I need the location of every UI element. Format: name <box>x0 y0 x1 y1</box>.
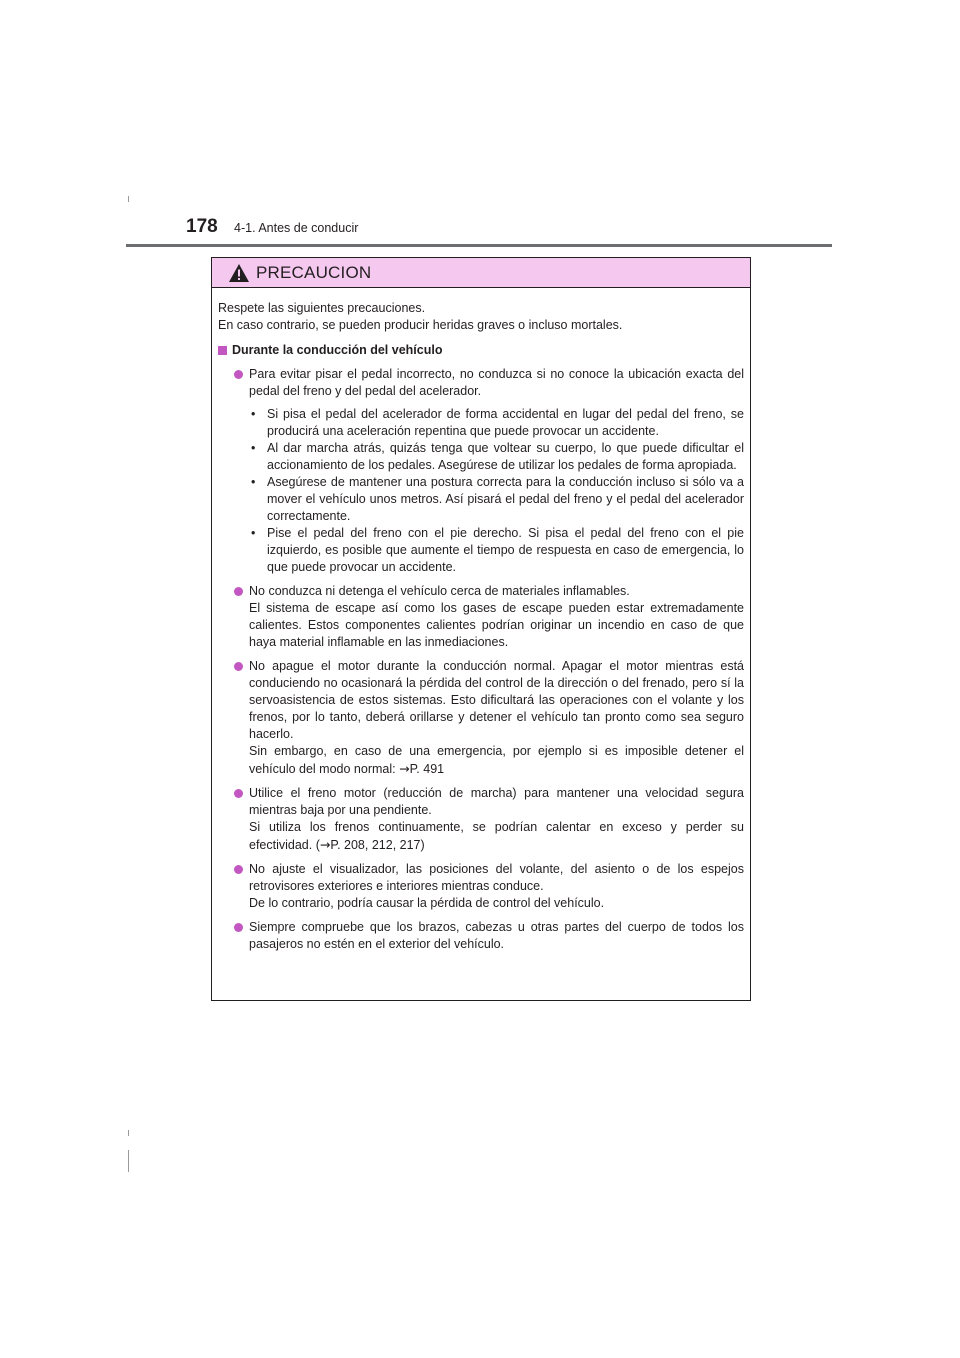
arrow-right-icon: → <box>319 837 331 852</box>
crop-mark <box>128 1130 129 1136</box>
list-item <box>218 583 744 651</box>
dot-marker: • <box>251 475 256 489</box>
subheading <box>218 342 744 359</box>
item-text: Siempre compruebe que los brazos, cabezas u otras partes del cuerpo de todos los pasajeros no estén en el exterior del vehículo. <box>249 920 744 951</box>
crop-mark <box>128 196 129 202</box>
dot-marker: • <box>251 441 256 455</box>
list-item <box>218 366 744 576</box>
item-text: No ajuste el visualizador, las posiciones del volante, del asiento o de los espejos retrovisores exteriores e interiores mientras conduce. <box>249 862 744 893</box>
page-reference[interactable]: P. 491 <box>409 762 445 776</box>
item-text: No conduzca ni detenga el vehículo cerca de materiales inflamables. <box>249 584 630 598</box>
sub-list-item: • Al dar marcha atrás, quizás tenga que voltear su cuerpo, lo que puede dificultar el accionamiento de los pedales. Asegúrese de utilizar los pedales de forma apropiada. <box>251 441 744 472</box>
caution-body <box>212 288 750 953</box>
dot-marker: • <box>251 407 256 421</box>
sub-list <box>249 406 744 576</box>
page-reference[interactable]: P. 208, 212, 217) <box>330 838 425 852</box>
section-title: 4-1. Antes de conducir <box>234 221 359 235</box>
sub-list-item: • Si pisa el pedal del acelerador de forma accidental en lugar del pedal del freno, se producirá una aceleración repentina que puede provocar un accidente. <box>251 407 744 438</box>
circle-bullet-icon <box>234 587 243 596</box>
caution-title: PRECAUCION <box>256 262 372 282</box>
caution-box <box>211 257 751 1001</box>
dot-marker: • <box>251 526 256 540</box>
warning-triangle-icon <box>228 263 250 283</box>
list-item <box>218 658 744 778</box>
header-rule <box>126 244 832 247</box>
circle-bullet-icon <box>234 865 243 874</box>
item-text: Si utiliza los frenos continuamente, se podrían calentar en exceso y perder su efectividad. (→P. 208, 212, 217) <box>249 820 744 852</box>
arrow-right-icon: → <box>399 761 410 776</box>
item-text: No apague el motor durante la conducción normal. Apagar el motor mientras está conduciendo no ocasionará la pérdida del control de la dirección o del frenado, pero sí la servoasistencia de estos sistemas. Esto dificultará las operaciones con el volante y los frenos, por lo tanto, deberá orillarse y detener el vehículo tan pronto como sea seguro hacerlo. <box>249 659 744 741</box>
circle-bullet-icon <box>234 923 243 932</box>
list-item <box>218 785 744 854</box>
intro-line: Respete las siguientes precauciones. <box>218 301 426 315</box>
sub-list-item: • Asegúrese de mantener una postura correcta para la conducción incluso si sólo va a mover el vehículo unos metros. Así pisará el pedal del freno y el pedal del acelerador correctamente. <box>251 475 744 523</box>
list-item <box>218 861 744 912</box>
caution-header <box>212 258 750 288</box>
circle-bullet-icon <box>234 662 243 671</box>
page-number: 178 <box>186 216 218 237</box>
item-text: Para evitar pisar el pedal incorrecto, no conduzca si no conoce la ubicación exacta del pedal del freno y del pedal del acelerador. <box>249 367 744 398</box>
subheading-text: Durante la conducción del vehículo <box>232 343 443 357</box>
list-item <box>218 919 744 953</box>
caution-intro <box>218 300 744 334</box>
sub-list-item: • Pise el pedal del freno con el pie derecho. Si pisa el pedal del freno con el pie izquierdo, es posible que aumente el tiempo de respuesta en caso de emergencia, lo que puede provocar un accidente. <box>251 526 744 574</box>
item-text: De lo contrario, podría causar la pérdida de control del vehículo. <box>249 896 605 910</box>
item-text: El sistema de escape así como los gases de escape pueden estar extremadamente calientes. Estos componentes calientes podrían originar un incendio en caso de que haya material inflamable en las inmediaciones. <box>249 601 744 649</box>
item-text: Utilice el freno motor (reducción de marcha) para mantener una velocidad segura mientras baja por una pendiente. <box>249 786 744 817</box>
item-text: Sin embargo, en caso de una emergencia, por ejemplo si es imposible detener el vehículo del modo normal: →P. 491 <box>249 744 744 776</box>
crop-mark <box>128 1150 129 1172</box>
square-bullet-icon <box>218 346 227 355</box>
intro-line: En caso contrario, se pueden producir heridas graves o incluso mortales. <box>218 318 623 332</box>
circle-bullet-icon <box>234 370 243 379</box>
circle-bullet-icon <box>234 789 243 798</box>
